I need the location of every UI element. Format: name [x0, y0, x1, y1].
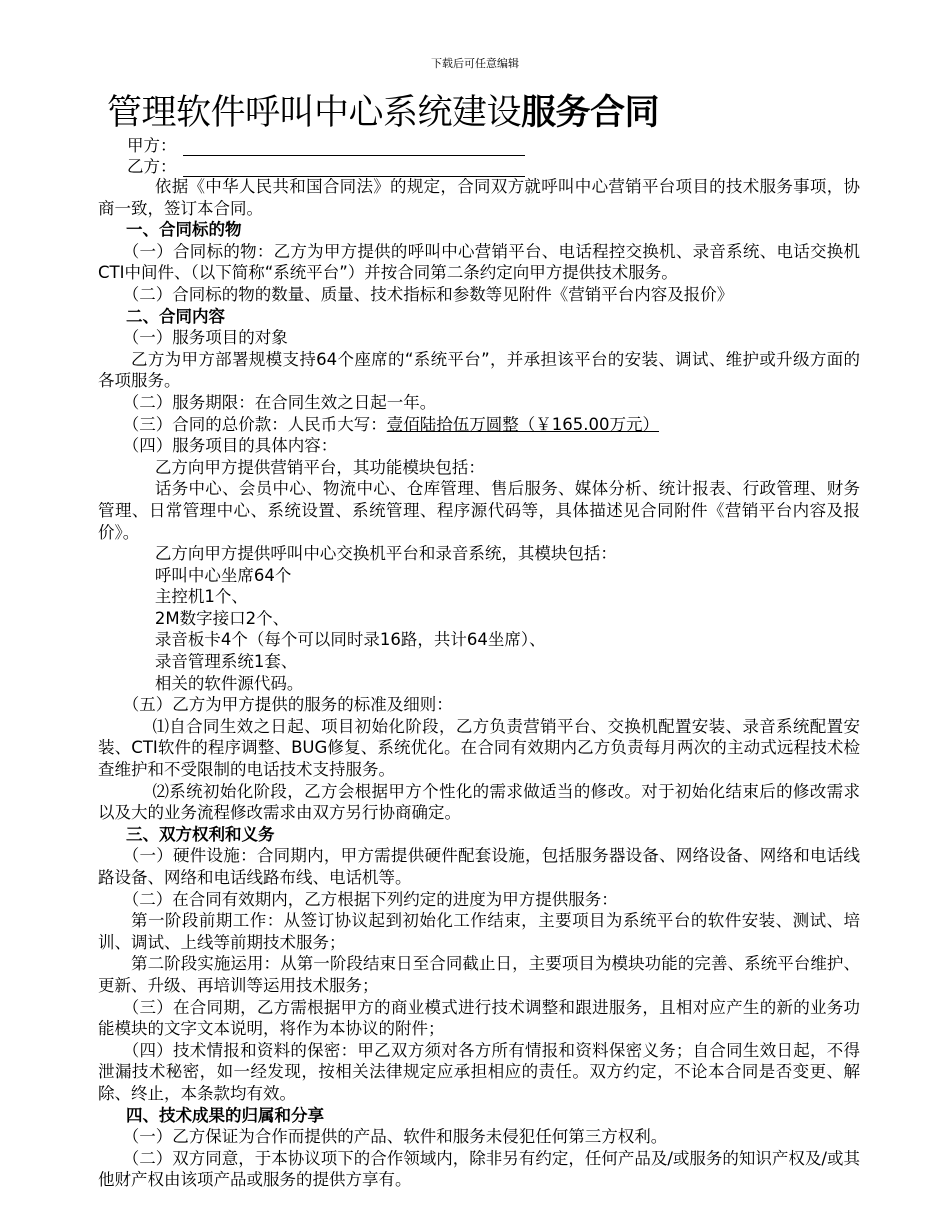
section-heading: 一、合同标的物 — [126, 220, 242, 240]
paragraph: （二）在合同有效期内，乙方根据下列约定的进度为甲方提供服务： — [122, 889, 618, 909]
price-prefix: （三）合同的总价款：人民币大写： — [122, 414, 387, 434]
paragraph: （一）服务项目的对象 — [122, 328, 288, 348]
section-heading: 四、技术成果的归属和分享 — [126, 1105, 325, 1125]
paragraph: ⑴自合同生效之日起、项目初始化阶段，乙方负责营销平台、交换机配置安装、录音系统配置安装、CTI软件的程序调整、BUG修复、系统优化。在合同有效期内乙方负责每月两次的主动式远程技术检查维护和不受限制的电话技术支持服务。 — [98, 716, 860, 780]
list-item: 主控机1个、 — [154, 587, 248, 607]
paragraph: （二）双方同意，于本协议项下的合作领域内，除非另有约定，任何产品及/或服务的知识产权及/或其他财产权由该项产品或服务的提供方享有。 — [98, 1148, 860, 1190]
paragraph: （四）服务项目的具体内容： — [122, 436, 338, 456]
title-normal: 管理软件呼叫中心系统建设 — [107, 93, 522, 133]
title-bold: 服务合同 — [521, 93, 660, 133]
preamble: 依据《中华人民共和国合同法》的规定，合同双方就呼叫中心营销平台项目的技术服务事项，协商一致，签订本合同。 — [98, 177, 860, 218]
paragraph: 乙方向甲方提供营销平台，其功能模块包括： — [154, 457, 485, 477]
paragraph: （一）硬件设施：合同期内，甲方需提供硬件配套设施，包括服务器设备、网络设备、网络和电话线路设备、网络和电话线路布线、电话机等。 — [98, 846, 860, 887]
paragraph: （四）技术情报和资料的保密：甲乙双方须对各方所有情报和资料保密义务；自合同生效日起，不得泄漏技术秘密，如一经发现，按相关法律规定应承担相应的责任。双方约定，不论本合同是否变更、解除、终止，本条款均有效。 — [98, 1040, 860, 1103]
paragraph: （二）服务期限：在合同生效之日起一年。 — [122, 392, 437, 412]
document-title — [107, 88, 659, 138]
paragraph: 话务中心、会员中心、物流中心、仓库管理、售后服务、媒体分析、统计报表、行政管理、财务管理、日常管理中心、系统设置、系统管理、程序源代码等，具体描述见合同附件《营销平台内容及报价》。 — [98, 479, 860, 542]
party-b-label: 乙方： — [127, 157, 177, 176]
party-a-row — [127, 135, 525, 156]
paragraph: ⑵系统初始化阶段，乙方会根据甲方个性化的需求做适当的修改。对于初始化结束后的修改需求以及大的业务流程修改需求由双方另行协商确定。 — [98, 781, 860, 823]
list-item: 录音板卡4个（每个可以同时录16路，共计64坐席）、 — [154, 630, 546, 650]
paragraph: 乙方为甲方部署规模支持64个座席的“系统平台”，并承担该平台的安装、调试、维护或升级方面的各项服务。 — [98, 349, 860, 391]
price-line — [98, 414, 860, 436]
paragraph: （一）乙方保证为合作而提供的产品、软件和服务未侵犯任何第三方权利。 — [122, 1127, 668, 1147]
paragraph: （二）合同标的物的数量、质量、技术指标和参数等见附件《营销平台内容及报价》 — [122, 284, 734, 304]
party-b-row — [127, 156, 525, 177]
page-header: 下载后可任意编辑 — [431, 57, 519, 70]
price-amount: 壹佰陆拾伍万圆整（￥165.00万元） — [386, 414, 659, 434]
section-heading: 二、合同内容 — [126, 306, 226, 326]
paragraph: （三）在合同期，乙方需根据甲方的商业模式进行技术调整和跟进服务，且相对应产生的新的业务功能模块的文字文本说明，将作为本协议的附件； — [98, 997, 860, 1039]
party-a-blank — [183, 141, 525, 156]
paragraph: （一）合同标的物：乙方为甲方提供的呼叫中心营销平台、电话程控交换机、录音系统、电话交换机CTI中间件、（以下简称“系统平台”）并按合同第二条约定向甲方提供技术服务。 — [98, 241, 860, 283]
contract-body — [98, 176, 860, 1191]
party-a-label: 甲方： — [127, 136, 177, 155]
paragraph: （五）乙方为甲方提供的服务的标准及细则： — [122, 695, 453, 715]
section-heading: 三、双方权利和义务 — [126, 824, 275, 844]
paragraph: 第二阶段实施运用：从第一阶段结束日至合同截止日，主要项目为模块功能的完善、系统平台维护、更新、升级、再培训等运用技术服务； — [98, 954, 860, 995]
list-item: 相关的软件源代码。 — [154, 673, 304, 693]
list-item: 呼叫中心坐席64个 — [154, 565, 292, 585]
party-b-blank — [183, 162, 525, 177]
list-item: 2M数字接口2个、 — [154, 608, 290, 628]
list-item: 录音管理系统1套、 — [154, 652, 298, 672]
paragraph: 乙方向甲方提供呼叫中心交换机平台和录音系统，其模块包括： — [154, 544, 617, 564]
paragraph: 第一阶段前期工作：从签订协议起到初始化工作结束，主要项目为系统平台的软件安装、测试、培训、调试、上线等前期技术服务； — [98, 911, 860, 952]
